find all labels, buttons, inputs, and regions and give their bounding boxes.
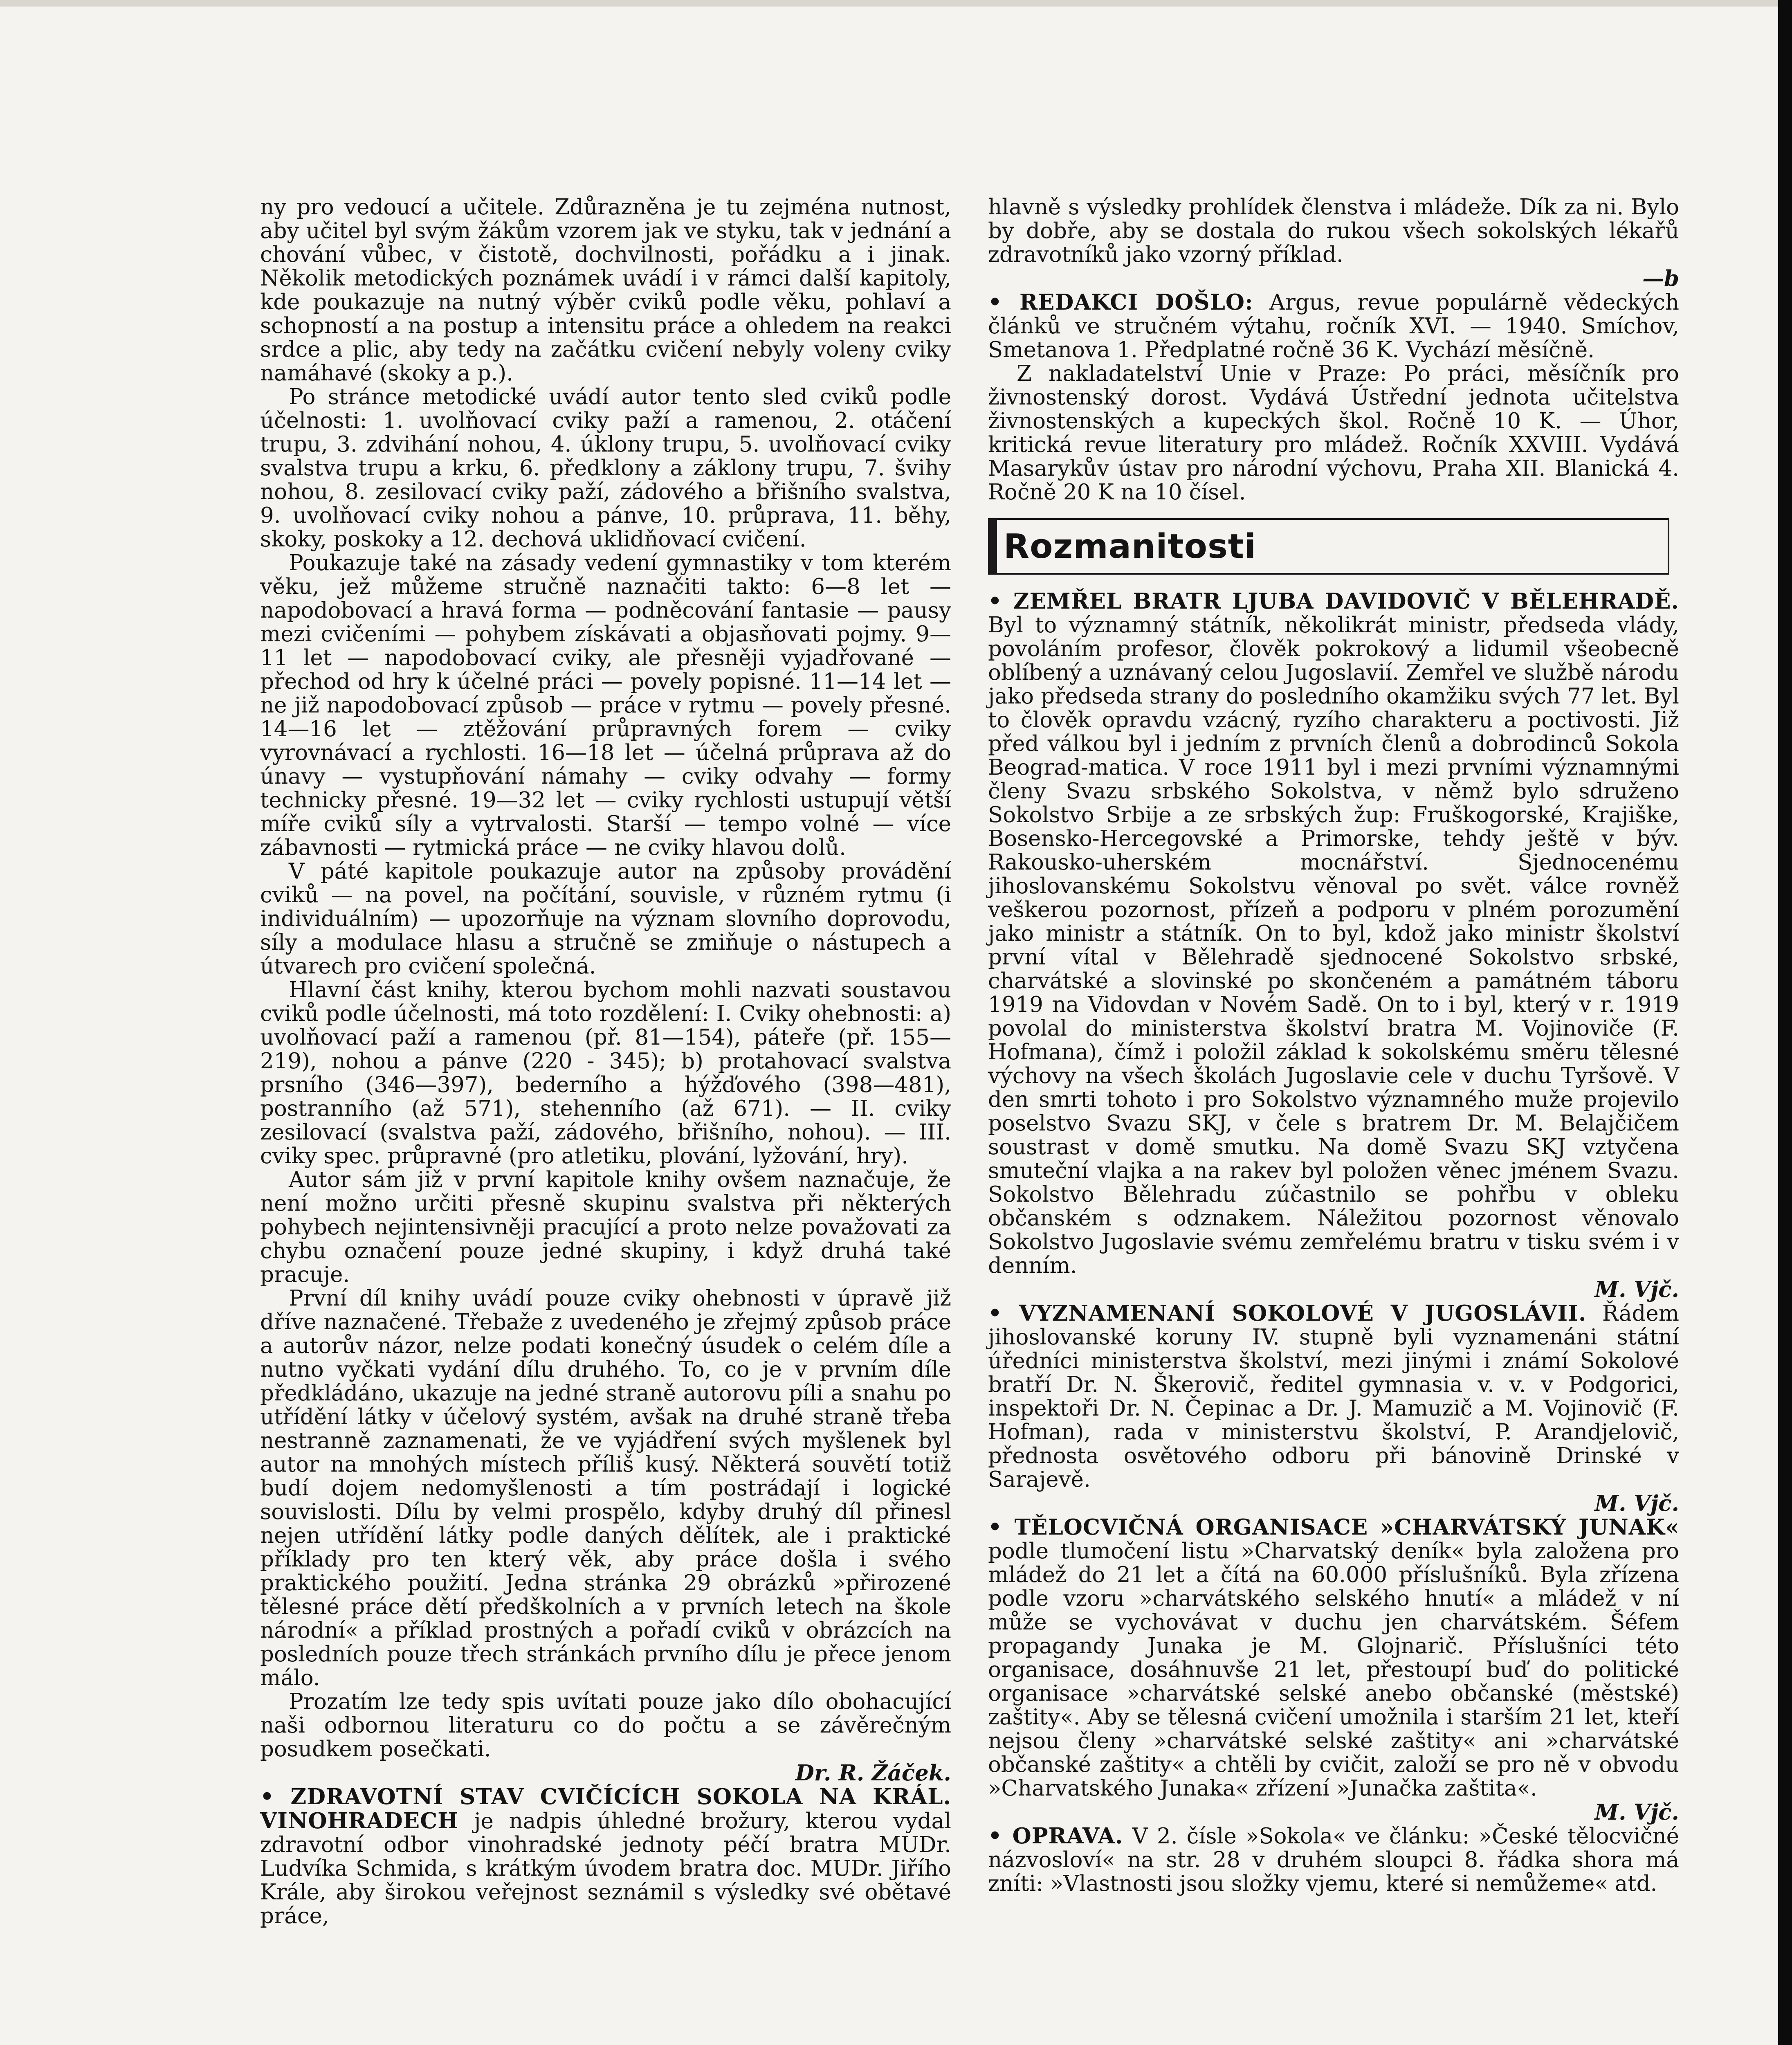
section-header xyxy=(988,518,1669,575)
paragraph xyxy=(260,978,951,1168)
news-item xyxy=(988,290,1679,362)
paragraph xyxy=(988,196,1679,290)
paragraph-text: V 2. čísle »Sokola« ve článku: »České tělocvičné názvosloví« na str. 28 v druhém sloupci 8. řádka shora má zníti: »Vlastnosti jsou složky vjemu, které si nemůžeme« atd. xyxy=(988,1824,1679,1896)
news-item xyxy=(260,1785,951,1928)
paragraph xyxy=(260,385,951,551)
item-heading: • ZEMŘEL BRATR LJUBA DAVIDOVIČ V BĚLEHRADĚ. xyxy=(988,589,1679,614)
author-signature: M. Vjč. xyxy=(1594,1800,1679,1825)
author-signature: M. Vjč. xyxy=(1594,1491,1679,1516)
paragraph-text: ny pro vedoucí a učitele. Zdůrazněna je tu zejména nutnost, aby učitel byl svým žákům vzorem jak ve styku, tak v jednání a chování vůbec, v čistotě, dochvilnosti, pořádku a i jinak. Několik metodických poznámek uvádí i v rámci další kapitoly, kde poukazuje na nutný výběr cviků podle věku, pohlaví a schopností a na postup a intensitu práce a ohledem na reakci srdce a plic, aby tedy na začátku cvičení nebyly voleny cviky namáhavé (skoky a p.). xyxy=(260,195,951,386)
paragraph-text: Autor sám již v první kapitole knihy ovšem naznačuje, že není možno určiti přesně skupinu svalstva při některých pohybech nejintensivněji pracující a proto nelze považovati za chybu označení pouze jedné skupiny, i když druhá také pracuje. xyxy=(260,1167,951,1287)
scan-right-edge xyxy=(1778,0,1792,2045)
paragraph xyxy=(260,1287,951,1690)
right-column xyxy=(988,196,1679,1896)
news-item xyxy=(988,1824,1679,1896)
paragraph-text: V páté kapitole poukazuje autor na způsoby provádění cviků — na povel, na počítání, souvisle, v různém rytmu (i individuálním) — upozorňuje na význam slovního doprovodu, síly a modulace hlasu a stručně se zmiňuje o nástupech a útvarech pro cvičení společná. xyxy=(260,859,951,979)
section-title: Rozmanitosti xyxy=(1004,527,1257,566)
paragraph-text: hlavně s výsledky prohlídek členstva i mládeže. Dík za ni. Bylo by dobře, aby se dostala do rukou všech sokolských lékařů zdravotníků jako vzorný příklad. xyxy=(988,195,1679,267)
page xyxy=(260,196,1679,2045)
news-item xyxy=(988,1301,1679,1515)
scan-top-edge xyxy=(0,0,1792,7)
item-heading: • ZDRAVOTNÍ STAV CVIČÍCÍCH SOKOLA NA KRÁL. VINOHRADECH xyxy=(260,1784,951,1834)
right-column-top xyxy=(988,196,1679,504)
paragraph xyxy=(260,1690,951,1785)
news-item xyxy=(988,1515,1679,1824)
paragraph xyxy=(260,860,951,978)
item-heading: • TĚLOCVIČNÁ ORGANISACE »CHARVÁTSKÝ JUNAK« xyxy=(988,1515,1679,1540)
paragraph-text: je nadpis úhledné brožury, kterou vydal zdravotní odbor vinohradské jednoty péčí bratra MUDr. Ludvíka Schmida, s krátkým úvodem bratra doc. MUDr. Jiřího Krále, aby širokou veřejnost seznámil s výsledky své obětavé práce, xyxy=(260,1809,951,1928)
right-column-bottom xyxy=(988,589,1679,1896)
paragraph-text: Hlavní část knihy, kterou bychom mohli nazvati soustavou cviků podle účelnosti, má toto rozdělení: I. Cviky ohebnosti: a) uvolňovací paží a ramenou (př. 81—154), páteře (př. 155—219), nohou a pánve (220 - 345); b) protahovací svalstva prsního (346—397), bederního a hýžďového (398—481), postranního (až 571), stehenního (až 671). — II. cviky zesilovací (svalstva paží, zádového, břišního, nohou). — III. cviky spec. průpravné (pro atletiku, plování, lyžování, hry). xyxy=(260,978,951,1169)
paragraph-text: Poukazuje také na zásady vedení gymnastiky v tom kterém věku, jež můžeme stručně naznačiti takto: 6—8 let — napodobovací a hravá forma — podněcování fantasie — pausy mezi cvičeními — pohybem získávati a objasňovati pojmy. 9—11 let — napodobovací cviky, ale přesněji vyjadřované — přechod od hry k účelné práci — povely popisné. 11—14 let — ne již napodobovací způsob — práce v rytmu — povely přesné. 14—16 let — ztěžování průpravných forem — cviky vyrovnávací a rychlosti. 16—18 let — účelná průprava až do únavy — vystupňování námahy — cviky odvahy — formy technicky přesné. 19—32 let — cviky rychlosti ustupují větší míře cviků síly a vytrvalosti. Starší — tempo volné — více zábavnosti — rytmická práce — ne cviky hlavou dolů. xyxy=(260,551,951,860)
paragraph-text: Po stránce metodické uvádí autor tento sled cviků podle účelnosti: 1. uvolňovací cviky paží a ramenou, 2. otáčení trupu, 3. zdvihání nohou, 4. úklony trupu, 5. uvolňovací cviky svalstva trupu a krku, 6. předklony a záklony trupu, 7. švihy nohou, 8. zesilovací cviky paží, zádového a břišního svalstva, 9. uvolňovací cviky nohou a pánve, 10. průprava, 11. běhy, skoky, poskoky a 12. dechová uklidňovací cvičení. xyxy=(260,384,951,552)
item-heading: • OPRAVA. xyxy=(988,1823,1123,1849)
news-item xyxy=(988,589,1679,1301)
author-signature: —b xyxy=(1642,266,1679,291)
item-heading: • REDAKCI DOŠLO: xyxy=(988,290,1253,315)
paragraph-text: Prozatím lze tedy spis uvítati pouze jako dílo obohacující naši odbornou literaturu co do počtu a se závěrečným posudkem posečkati. xyxy=(260,1689,951,1762)
item-heading: • VYZNAMENANÍ SOKOLOVÉ V JUGOSLÁVII. xyxy=(988,1301,1587,1326)
paragraph xyxy=(260,551,951,860)
paragraph-text: Řádem jihoslovanské koruny IV. stupně byli vyznamenáni státní úředníci ministerstva školství, mezi jinými i známí Sokolové bratří Dr. N. Škerovič, ředitel gymnasia v. v. v Podgorici, inspektoři Dr. N. Čepinac a Dr. J. Mamuzič a M. Vojinovič (F. Hofman), rada v ministerstvu školství, P. Arandjelovič, přednosta osvětového odboru při bánovině Drinské v Sarajevě. xyxy=(988,1301,1679,1492)
author-signature: M. Vjč. xyxy=(1594,1277,1679,1302)
paragraph xyxy=(988,362,1679,504)
paragraph-text: Argus, revue populárně vědeckých článků ve stručném výtahu, ročník XVI. — 1940. Smíchov, Smetanova 1. Předplatné ročně 36 K. Vychází měsíčně. xyxy=(988,290,1679,362)
paragraph-text: Z nakladatelství Unie v Praze: Po práci, měsíčník pro živnostenský dorost. Vydává Ústřední jednota učitelstva živnostenských a kupeckých škol. Ročně 10 K. — Úhor, kritická revue literatury pro mládež. Ročník XXVIII. Vydává Masarykův ústav pro národní výchovu, Praha XII. Blanická 4. Ročně 20 K na 10 čísel. xyxy=(988,361,1679,505)
author-signature: Dr. R. Žáček. xyxy=(795,1760,951,1786)
paragraph xyxy=(260,1168,951,1287)
paragraph-text: podle tlumočení listu »Charvatský deník« byla založena pro mládež do 21 let a čítá na 60.000 příslušníků. Byla zřízena podle vzoru »charvátského selského hnutí« a mládež v ní může se vychovávat v duchu jen charvátském. Šéfem propagandy Junaka je M. Glojnarič. Příslušníci této organisace, dosáhnuvše 21 let, přestoupí buď do politické organisace »charvátské selské anebo občanské (městské) zaštity«. Aby se tělesná cvičení umožnila i starším 21 let, kteří nejsou členy »charvátské selské zaštity« ani »charvátské občanské zaštity« a chtěli by cvičit, založí se pro ně v obvodu »Charvatského Junaka« zřízení »Junačka zaštita«. xyxy=(988,1539,1679,1801)
paragraph xyxy=(260,196,951,385)
left-column xyxy=(260,196,951,1928)
paragraph-text: Byl to významný státník, několikrát ministr, předseda vlády, povoláním profesor, člověk pokrokový a lidumil všeobecně oblíbený a uznávaný celou Jugoslavií. Zemřel ve službě národu jako předseda strany do posledního okamžiku svých 77 let. Byl to člověk opravdu vzácný, ryzího charakteru a poctivosti. Již před válkou byl i jedním z prvních členů a dobrodinců Sokola Beograd-matica. V roce 1911 byl i mezi prvními významnými členy Svazu srbského Sokolstva, v němž bylo sdruženo Sokolstvo Srbije a ze srbských žup: Fruškogorské, Krajiške, Bosensko-Hercegovské a Primorske, tehdy ještě v býv. Rakousko-uherském mocnářství. Sjednocenému jihoslovanskému Sokolstvu věnoval po svět. válce rovněž veškerou pozornost, přízeň a podporu v plném porozumění jako ministr a státník. On to byl, kdož jako ministr školství první vítal v Bělehradě sjednocené Sokolstvo srbské, charvátské a slovinské po skončeném a památném táboru 1919 na Vidovdan v Novém Sadě. On to i byl, který v r. 1919 povolal do ministerstva školství bratra M. Vojinoviče (F. Hofmana), čímž i položil základ k sokolskému směru tělesné výchovy na všech školách Jugoslavie cele v duchu Tyršově. V den smrti tohoto i pro Sokolstvo významného muže projevilo poselstvo Svazu SKJ, v čele s bratrem Dr. M. Belajčičem soustrast v domě smutku. Na domě Svazu SKJ vztyčena smuteční vlajka a na rakev byl položen věnec jménem Svazu. Sokolstvo Bělehradu zúčastnilo se pohřbu v obleku občanském s odznakem. Náležitou pozornost věnovalo Sokolstvo Jugoslavie svému zemřelému bratru v tisku svém i v denním. xyxy=(988,613,1679,1278)
paragraph-text: První díl knihy uvádí pouze cviky ohebnosti v úpravě již dříve naznačené. Třebaže z uvedeného je zřejmý způsob práce a autorův názor, nelze podati konečný úsudek o celém díle a nutno vyčkati vydání dílu druhého. To, co je v prvním díle předkládáno, ukazuje na jedné straně autorovu píli a snahu po utřídění látky v účelový systém, avšak na druhé straně třeba nestranně zaznamenati, že ve vyjádření svých myšlenek byl autor na mnohých místech příliš kusý. Některá souvětí totiž budí dojem nedomyšlenosti a tím postrádají i logické souvislosti. Dílu by velmi prospělo, kdyby druhý díl přinesl nejen utřídění látky podle daných dělítek, ale i praktické příklady pro ten který věk, aby práce došla i svého praktického použití. Jedna stránka 29 obrázků »přirozené tělesné práce dětí předškolních a v prvních letech na škole národní« a příklad prostných a pořadí cviků v obrázcích na posledních pouze třech stránkách prvního dílu je přece jenom málo. xyxy=(260,1286,951,1690)
